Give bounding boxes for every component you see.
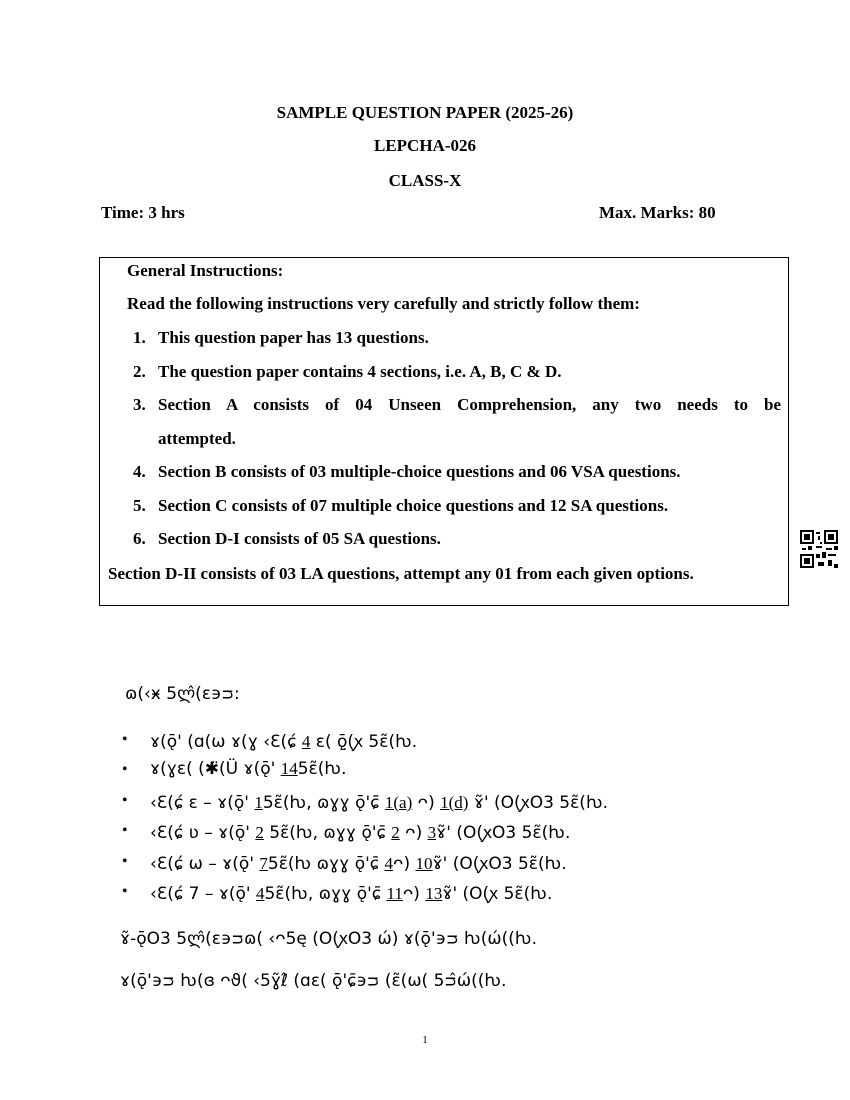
bullet-icon: •	[122, 792, 128, 809]
instructions-intro: Read the following instructions very carefully and strictly follow them:	[127, 294, 640, 313]
item-text: Section A consists of 04 Unseen Comprehension, any two needs to be	[158, 395, 781, 414]
instruction-item	[133, 529, 781, 549]
max-marks: Max. Marks: 80	[599, 203, 716, 222]
paper-title: SAMPLE QUESTION PAPER (2025-26)	[276, 103, 574, 122]
bullet-icon: •	[122, 761, 128, 778]
number: 1	[254, 793, 263, 812]
subject-code: LEPCHA-026	[374, 136, 476, 155]
number: 13	[425, 884, 443, 903]
item-text-continued: attempted.	[158, 429, 236, 448]
lepcha-heading: ɷ(‹ӿ 5ლ̂(ɛ϶ᴝ:	[125, 684, 240, 704]
number: 4	[384, 854, 394, 873]
lepcha-text: ‹Ɛ(ɕ́ ω – ɤ(ǭ'	[150, 854, 260, 874]
lepcha-text: ɛ( ǭ̤(ꭙ 5ɛ̃(ƕ.	[310, 732, 418, 752]
instruction-item	[133, 462, 781, 482]
number: 4	[301, 732, 311, 751]
bullet-icon: •	[122, 731, 128, 748]
lepcha-paragraph: ɤ(ǭ'϶ᴝ ƕ(ɞ ᴖϑ( ‹5ɣ̃ℓ̂ (ɑɛ( ǭ'ɕ̄϶ᴝ (ɛ̃(ω( 5ᴝ̂ώ((ƕ.	[120, 971, 507, 991]
number: 1(a)	[384, 793, 413, 812]
list-item	[150, 881, 552, 904]
instruction-item	[133, 328, 781, 348]
number: 2	[255, 823, 264, 842]
item-number: 3.	[133, 395, 146, 414]
item-text: Section B consists of 03 multiple-choice questions and 06 VSA questions.	[158, 462, 681, 481]
bullet-icon: •	[122, 853, 128, 870]
item-number: 2.	[133, 362, 146, 381]
general-instructions-box	[99, 257, 789, 606]
lepcha-text: ‹Ɛ(ɕ́ ʋ – ɤ(ǭ'	[150, 823, 256, 843]
number: 10	[415, 854, 433, 873]
page-number: 1	[422, 1034, 428, 1046]
lepcha-text: ᴖ)	[412, 793, 441, 813]
instruction-item	[133, 395, 781, 415]
class-label: CLASS-X	[388, 171, 462, 190]
number: 3	[427, 823, 437, 842]
item-number: 1.	[133, 328, 146, 347]
lepcha-text: 5ɛ̃(ƕ ɷɣɣ ǭ'ɕ̄	[267, 854, 385, 874]
item-text: Section C consists of 07 multiple choice questions and 12 SA questions.	[158, 496, 669, 515]
list-item	[150, 729, 417, 752]
item-number: 4.	[133, 462, 146, 481]
item-number: 6.	[133, 529, 146, 548]
lepcha-text: ‹Ɛ(ɕ́ 7 – ɤ(ǭ'	[150, 884, 256, 904]
lepcha-text: ɤ(ǭ' (ɑ(ω ɤ(ɣ ‹Ɛ(ɕ́	[150, 732, 302, 752]
lepcha-text: ɤ̃' (O(ꭙO3 5ɛ̃(ƕ.	[436, 823, 571, 843]
number: 1(d)	[440, 793, 469, 812]
item-text: Section D-I consists of 05 SA questions.	[158, 529, 441, 548]
lepcha-text: ɤ̃' (O(ꭙ 5ɛ̃(ƕ.	[442, 884, 553, 904]
lepcha-text: 5ɛ̃(ƕ, ɷɣɣ ǭ'ɕ̄	[263, 823, 392, 843]
bullet-icon: •	[122, 883, 128, 900]
number: 2	[391, 823, 400, 842]
list-item	[150, 759, 347, 779]
number: 4	[255, 884, 265, 903]
lepcha-text: ɤ̃' (O(ꭙO3 5ɛ̃(ƕ.	[432, 854, 567, 874]
item-number: 5.	[133, 496, 146, 515]
number: 14	[280, 759, 298, 778]
list-item	[150, 851, 567, 874]
bullet-icon: •	[122, 822, 128, 839]
lepcha-text: ɤ̃' (O(ꭙO3 5ɛ̃(ƕ.	[468, 793, 609, 813]
lepcha-text: 5ɛ̃(ƕ, ɷɣɣ ǭ'ɕ̄	[264, 884, 387, 904]
item-text: This question paper has 13 questions.	[158, 328, 429, 347]
lepcha-text: ‹Ɛ(ɕ́ ɛ – ɤ(ǭ'	[150, 793, 255, 813]
list-item	[150, 790, 608, 813]
time-label: Time: 3 hrs	[101, 203, 185, 222]
lepcha-text: ɤ(ɣɛ( (✱̈(Ü ɤ(ǭ'	[150, 759, 281, 779]
instructions-heading: General Instructions:	[127, 261, 284, 280]
instruction-last: Section D-II consists of 03 LA questions, attempt any 01 from each given options.	[108, 564, 694, 583]
item-text: The question paper contains 4 sections, i.e. A, B, C & D.	[158, 362, 562, 381]
list-item	[150, 820, 570, 843]
qr-code-icon	[800, 530, 838, 568]
lepcha-paragraph: ɤ̃-ǭO3 5ლ̂(ɛ϶ᴝɷ( ‹ᴖ5ę (O(ꭙO3 ώ) ɤ(ǭ'϶ᴝ ƕ(ώ((ƕ.	[120, 929, 538, 949]
lepcha-text: ᴖ)	[402, 884, 426, 904]
instruction-item	[133, 362, 781, 382]
number: 11	[386, 884, 403, 903]
lepcha-text: 5ɛ̃(ƕ.	[297, 759, 347, 779]
instruction-item	[133, 496, 781, 516]
number: 7	[259, 854, 268, 873]
lepcha-text: ᴖ)	[399, 823, 428, 843]
lepcha-text: ᴖ)	[393, 854, 416, 874]
lepcha-text: 5ɛ̃(ƕ, ɷɣɣ ǭ'ɕ̄	[262, 793, 385, 813]
